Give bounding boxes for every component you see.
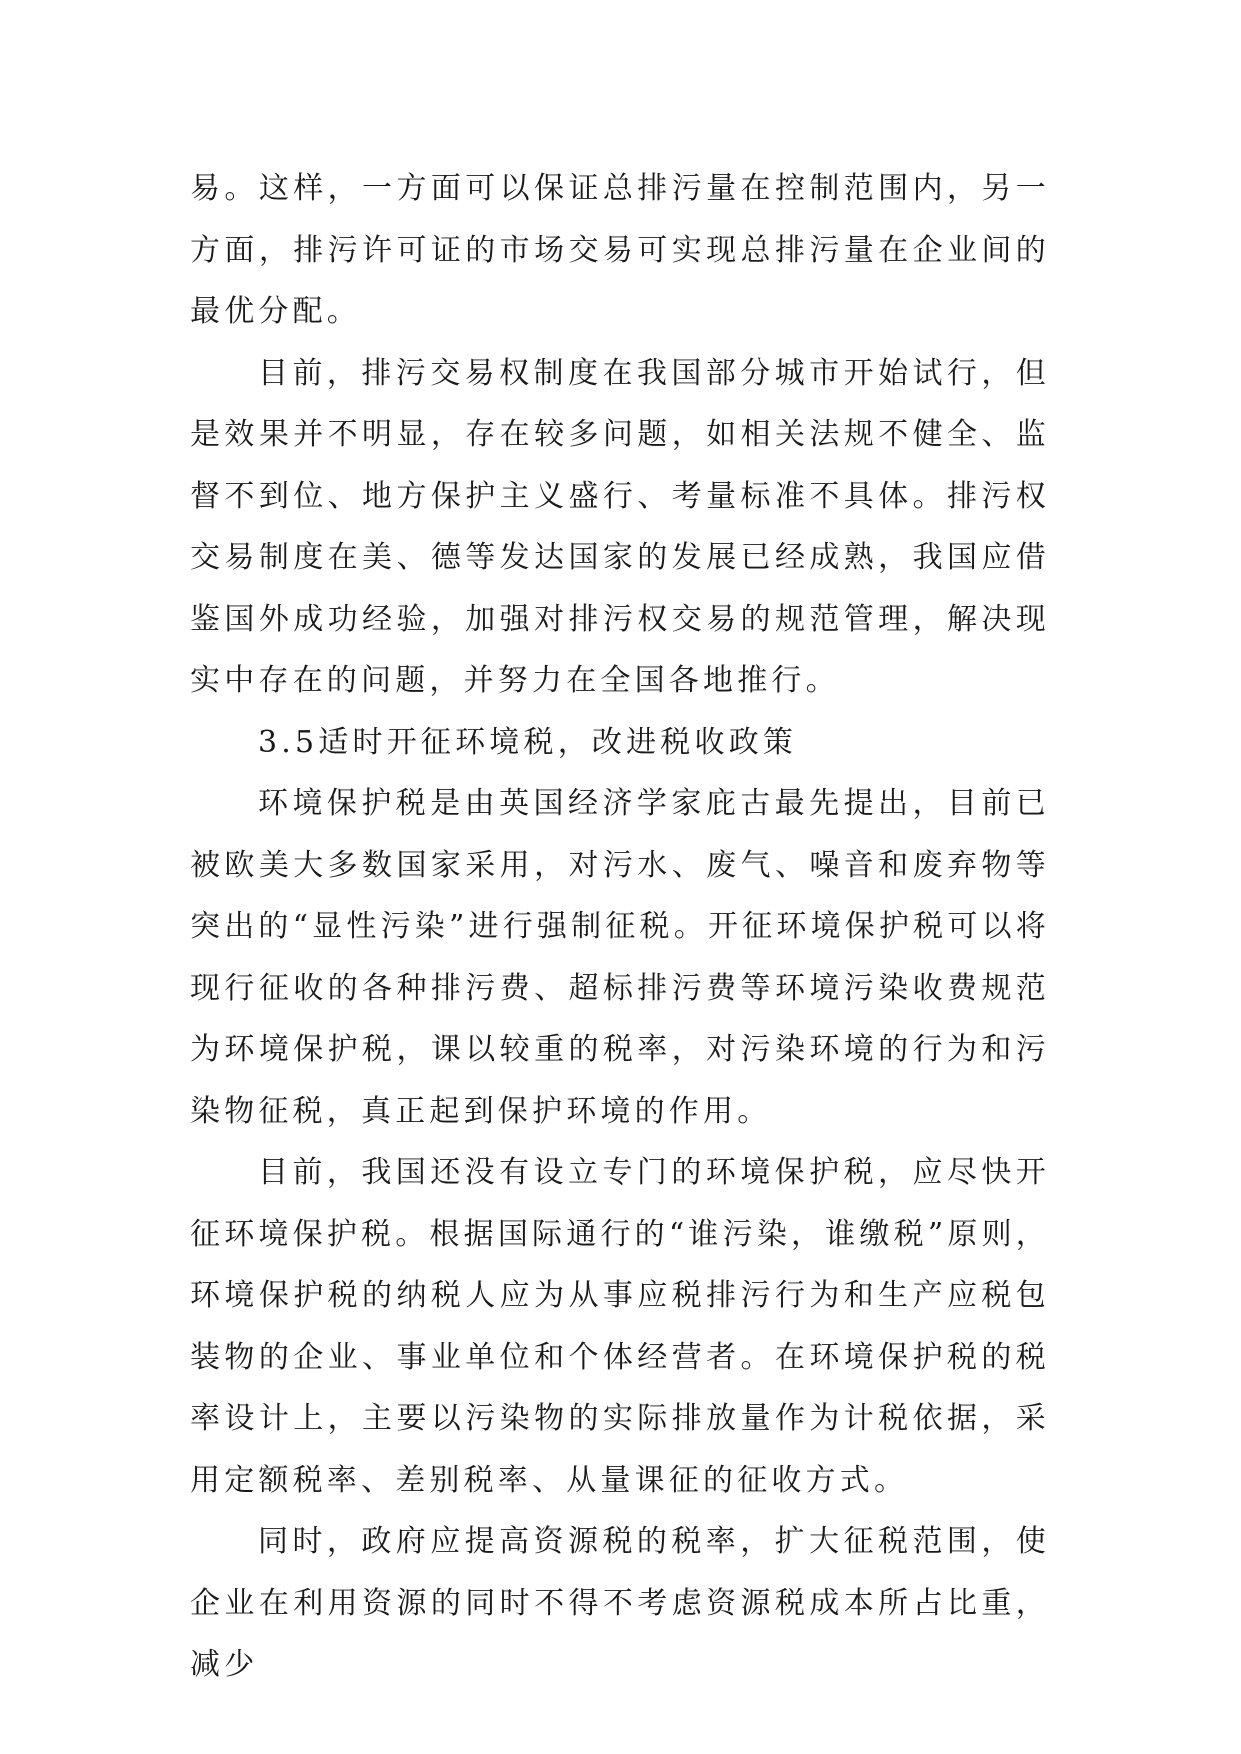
paragraph-environment-tax-proposal: 目前，我国还没有设立专门的环境保护税，应尽快开征环境保护税。根据国际通行的“谁污染，谁缴税”原则，环境保护税的纳税人应为从事应税排污行为和生产应税包装物的企业、事业单位和个体经营者。在环境保护税的税率设计上，主要以污染物的实际排放量作为计税依据，采用定额税率、差别税率、从量课征的征收方式。 — [190, 1155, 1050, 1498]
paragraph-environment-tax-intro: 环境保护税是由英国经济学家庇古最先提出，目前已被欧美大多数国家采用，对污水、废气、噪音和废弃物等突出的“显性污染”进行强制征税。开征环境保护税可以将现行征收的各种排污费、超标排污费等环境污染收费规范为环境保护税，课以较重的税率，对污染环境的行为和污染物征税，真正起到保护环境的作用。 — [190, 786, 1050, 1129]
paragraph-continuation: 易。这样，一方面可以保证总排污量在控制范围内，另一方面，排污许可证的市场交易可实现总排污量在企业间的最优分配。 — [190, 171, 1050, 329]
section-heading: 3.5适时开征环境税，改进税收政策 — [258, 724, 798, 760]
paragraph-emission-trading: 目前，排污交易权制度在我国部分城市开始试行，但是效果并不明显，存在较多问题，如相关法规不健全、监督不到位、地方保护主义盛行、考量标准不具体。排污权交易制度在美、德等发达国家的发展已经成熟，我国应借鉴国外成功经验，加强对排污权交易的规范管理，解决现实中存在的问题，并努力在全国各地推行。 — [190, 355, 1050, 698]
paragraph-resource-tax: 同时，政府应提高资源税的税率，扩大征税范围，使企业在利用资源的同时不得不考虑资源税成本所占比重，减少 — [190, 1524, 1050, 1682]
document-body — [190, 158, 1050, 1696]
